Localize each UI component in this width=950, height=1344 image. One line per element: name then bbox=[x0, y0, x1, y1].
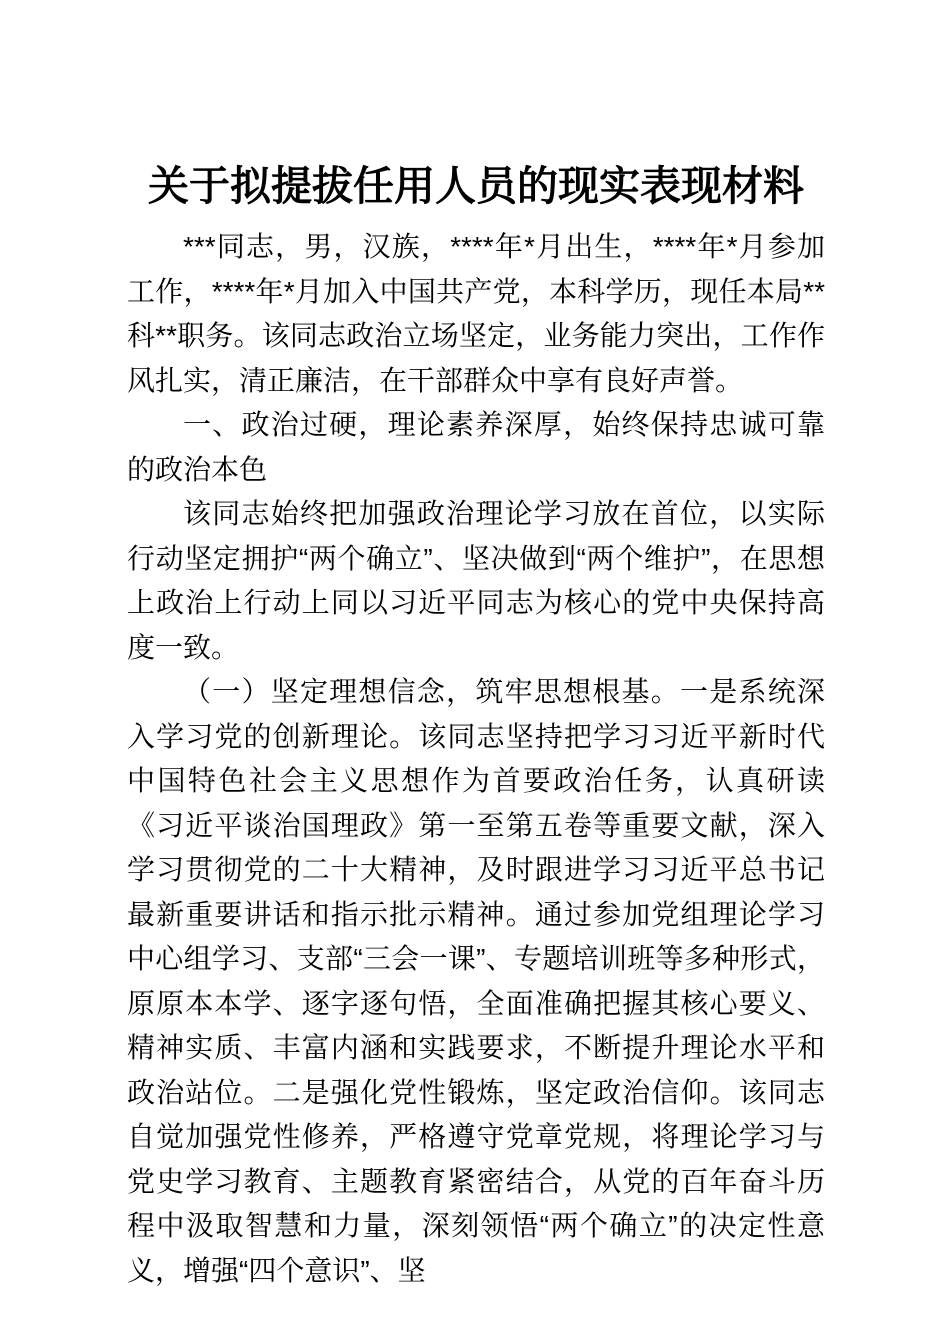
opening-paragraph: ***同志，男，汉族，****年*月出生，****年*月参加工作，****年*月加入中国共产党，本科学历，现任本局**科**职务。该同志政治立场坚定，业务能力突出，工作作风扎实，清正廉洁，在干部群众中享有良好声誉。 bbox=[127, 231, 825, 396]
body-paragraph: （一）坚定理想信念，筑牢思想根基。一是系统深入学习党的创新理论。该同志坚持把学习习近平新时代中国特色社会主义思想作为首要政治任务，认真研读《习近平谈治国理政》第一至第五卷等重要文献，深入学习贯彻党的二十大精神，及时跟进学习习近平总书记最新重要讲话和指示批示精神。通过参加党组理论学习中心组学习、支部“三会一课”、专题培训班等多种形式，原原本本学、逐字逐句悟，全面准确把握其核心要义、精神实质、丰富内涵和实践要求，不断提升理论水平和政治站位。二是强化党性锻炼，坚定政治信仰。该同志自觉加强党性修养，严格遵守党章党规，将理论学习与党史学习教育、主题教育紧密结合，从党的百年奋斗历程中汲取智慧和力量，深刻领悟“两个确立”的决定性意义，增强“四个意识”、坚 bbox=[127, 676, 825, 1286]
section-heading: 一、政治过硬，理论素养深厚，始终保持忠诚可靠的政治本色 bbox=[127, 409, 825, 485]
document-title: 关于拟提拔任用人员的现实表现材料 bbox=[148, 163, 804, 209]
body-paragraph: 该同志始终把加强政治理论学习放在首位，以实际行动坚定拥护“两个确立”、坚决做到“两个维护”，在思想上政治上行动上同以习近平同志为核心的党中央保持高度一致。 bbox=[127, 498, 825, 663]
